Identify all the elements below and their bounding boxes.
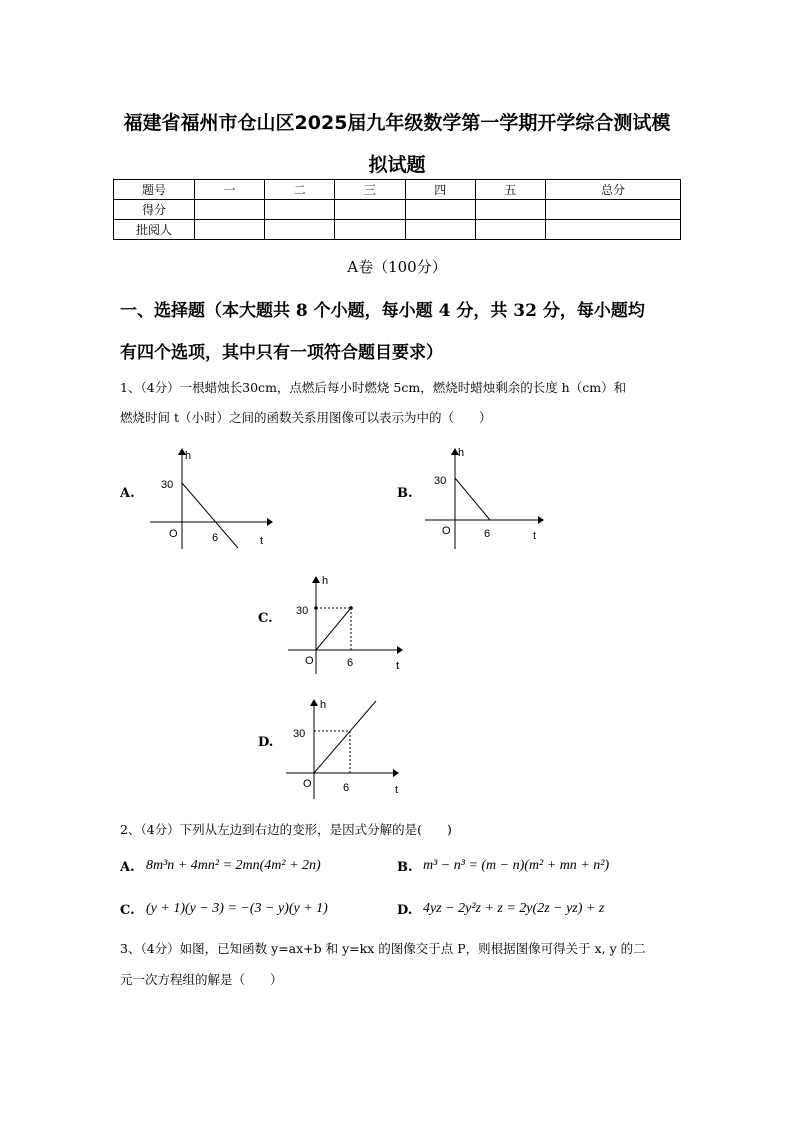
table-cell: 一 [195, 180, 265, 200]
reviewer-row [114, 220, 681, 240]
option-b-label: B. [397, 860, 413, 875]
option-b-label: B. [397, 486, 413, 501]
reviewer-cell [335, 220, 405, 240]
y-tick-label: 30 [434, 475, 447, 487]
option-d-expression: 4yz − 2y²z + z = 2y(2z − yz) + z [423, 901, 605, 916]
score-cell [546, 200, 681, 220]
graph-line [182, 483, 238, 548]
question-3-stem: 3、（4分）如图，已知函数 y=ax+b 和 y=kx 的图像交于点 P，则根据图像可得关于 x, y 的二 [120, 941, 646, 956]
graph-d [283, 695, 408, 800]
score-cell [405, 200, 475, 220]
x-axis-label: t [395, 784, 399, 796]
reviewer-cell [265, 220, 335, 240]
table-cell: 四 [405, 180, 475, 200]
x-axis-arrow [393, 769, 399, 777]
origin-label: O [442, 525, 451, 537]
reviewer-cell [195, 220, 265, 240]
origin-label: O [303, 778, 312, 790]
y-axis-label: h [320, 699, 327, 711]
option-a-label: A. [120, 860, 135, 875]
x-axis-arrow [397, 646, 403, 654]
option-d-label: D. [397, 903, 413, 918]
table-cell: 三 [335, 180, 405, 200]
x-tick-label: 6 [484, 528, 491, 540]
origin-label: O [305, 655, 314, 667]
table-cell: 批阅人 [114, 220, 195, 240]
y-axis-arrow [312, 576, 320, 583]
option-b-expression: m³ − n³ = (m − n)(m² + mn + n²) [423, 858, 610, 873]
graph-line [314, 701, 376, 773]
score-cell [335, 200, 405, 220]
y-tick-label: 30 [296, 605, 309, 617]
x-axis-label: t [396, 660, 400, 672]
option-a-expression: 8m³n + 4mn² = 2mn(4m² + 2n) [146, 858, 321, 873]
point-marker [349, 606, 353, 610]
graph-c [285, 570, 410, 675]
table-cell: 题号 [114, 180, 195, 200]
table-cell: 得分 [114, 200, 195, 220]
x-tick-label: 6 [347, 657, 354, 669]
score-cell [475, 200, 545, 220]
reviewer-cell [475, 220, 545, 240]
graph-line [455, 478, 490, 520]
score-cell [265, 200, 335, 220]
page-title-continued: 拟试题 [368, 154, 426, 176]
graph-a [145, 445, 275, 550]
section-heading-continued: 有四个选项，其中只有一项符合题目要求） [120, 343, 443, 363]
option-c-label: C. [120, 903, 135, 918]
option-a-label: A. [120, 486, 135, 501]
x-axis-label: t [533, 530, 537, 542]
reviewer-cell [546, 220, 681, 240]
reviewer-cell [405, 220, 475, 240]
page-title: 福建省福州市仓山区2025届九年级数学第一学期开学综合测试模 [123, 112, 671, 134]
section-heading: 一、选择题（本大题共 8 个小题，每小题 4 分，共 32 分，每小题均 [120, 301, 645, 321]
graph-b [420, 445, 550, 550]
option-d-label: D. [258, 735, 274, 750]
y-axis-label: h [458, 447, 465, 459]
score-row [114, 200, 681, 220]
option-c-expression: (y + 1)(y − 3) = −(3 − y)(y + 1) [146, 901, 328, 916]
y-axis-arrow [310, 699, 318, 706]
table-cell: 总分 [546, 180, 681, 200]
question-1-stem: 1、（4分）一根蜡烛长30cm，点燃后每小时燃烧 5cm，燃烧时蜡烛剩余的长度 h（cm）和 [120, 380, 627, 395]
question-3-stem-continued: 元一次方程组的解是（ ） [120, 972, 283, 987]
volume-heading: A卷（100分） [347, 258, 447, 276]
x-tick-label: 6 [343, 782, 350, 794]
score-table-header-row [114, 180, 681, 200]
x-tick-label: 6 [212, 532, 219, 544]
x-axis-arrow [267, 518, 273, 526]
question-1-stem-continued: 燃烧时间 t（小时）之间的函数关系用图像可以表示为中的（ ） [120, 410, 492, 425]
question-2-stem: 2、（4分）下列从左边到右边的变形，是因式分解的是( ) [120, 822, 452, 837]
table-cell: 二 [265, 180, 335, 200]
graph-line [316, 608, 351, 650]
score-cell [195, 200, 265, 220]
y-tick-label: 30 [161, 479, 174, 491]
y-tick-label: 30 [293, 728, 306, 740]
origin-label: O [169, 528, 178, 540]
y-axis-label: h [322, 575, 329, 587]
score-table [113, 179, 681, 240]
x-axis-arrow [538, 516, 544, 524]
point-marker [314, 606, 318, 610]
table-cell: 五 [475, 180, 545, 200]
x-axis-label: t [260, 535, 264, 547]
option-c-label: C. [258, 611, 273, 626]
y-axis-label: h [185, 450, 192, 462]
